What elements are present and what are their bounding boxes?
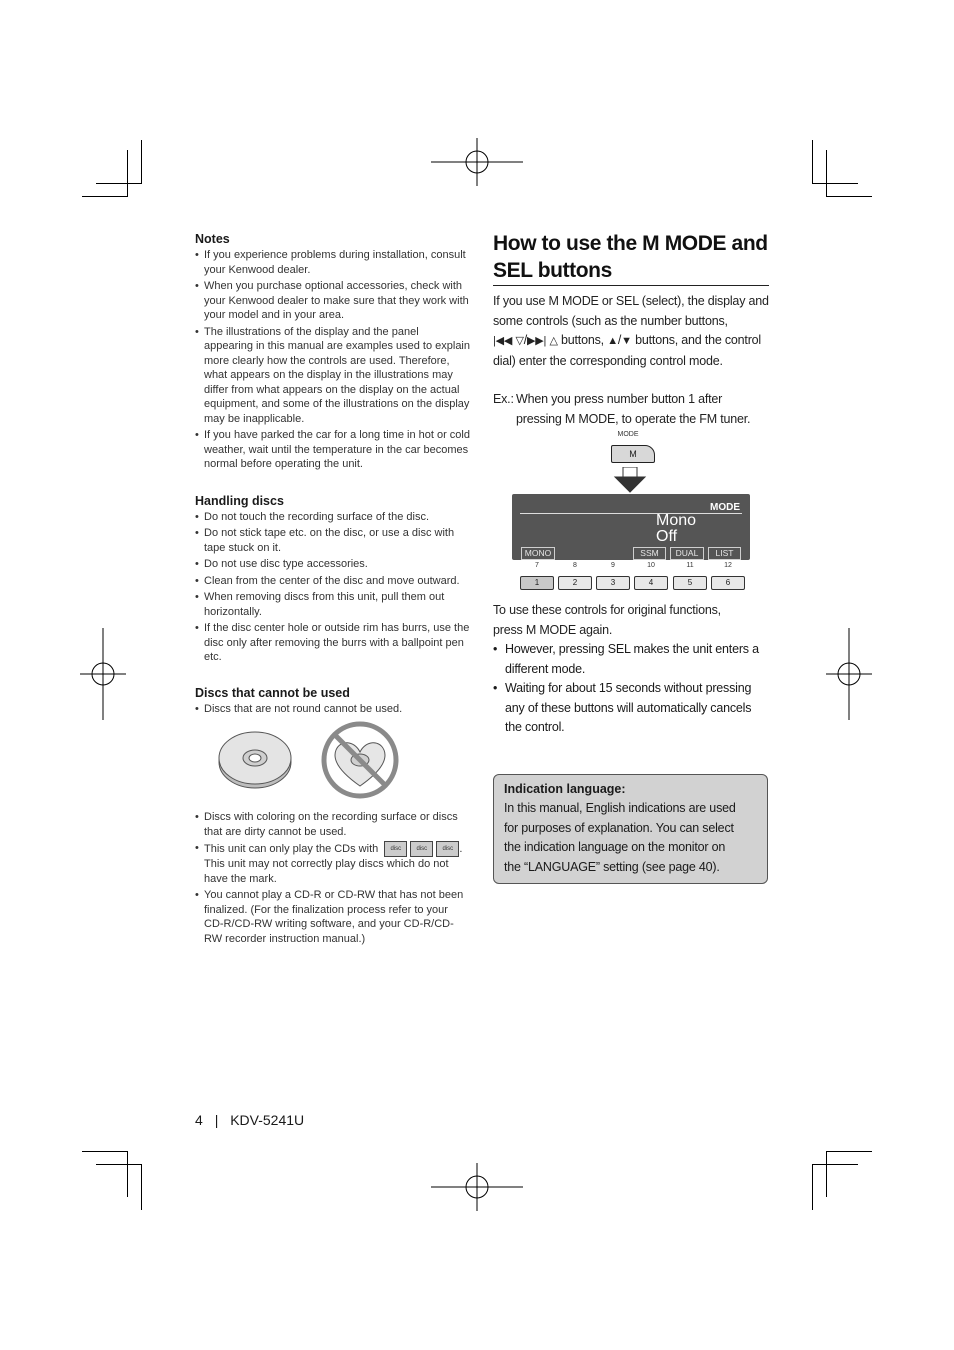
preset-number: 11 — [686, 562, 694, 569]
indication-text: In this manual, English indications are used for purposes of explanation. You can select the indication language on the monitor on the “LANGUAGE” setting (see page 40). — [504, 801, 736, 874]
next-skip-icon: ▶▶| — [527, 335, 547, 347]
mode-small-label: MODE — [617, 431, 639, 438]
handling-title: Handling discs — [195, 493, 284, 508]
list-item: • Clean from the center of the disc and move outward. — [195, 574, 470, 589]
crop-mark — [826, 150, 827, 196]
list-item-text: This unit can only play the CDs with — [204, 842, 379, 855]
crop-mark — [82, 1151, 128, 1152]
list-item: • Discs that are not round cannot be used. — [195, 702, 470, 717]
after-illustration-text — [493, 601, 769, 738]
list-item: • Do not use disc type accessories. — [195, 557, 470, 572]
crop-mark — [82, 196, 128, 197]
cannot-title: Discs that cannot be used — [195, 685, 350, 700]
compact-disc-logo — [436, 841, 459, 857]
number-button-2[interactable]: 2 — [558, 576, 592, 590]
cannot-list-1 — [195, 702, 470, 717]
preset-number: 9 — [611, 562, 615, 569]
heart-disc-prohibited-icon — [320, 720, 400, 800]
lcd-tab-ssm: SSM — [633, 547, 666, 560]
m-button-label: M — [629, 449, 637, 459]
list-item: • You cannot play a CD-R or CD-RW that has not been finalized. (For the finalization process refer to your CD-R/CD-RW writing software, and your CD-R/CD-RW recorder instruction manual.) — [195, 888, 470, 946]
page-footer — [195, 1112, 304, 1128]
list-item: • The illustrations of the display and the panel appearing in this manual are examples used to explain more clearly how the controls are used. Therefore, what appears on the display in the illustrations may differ from what appears on the display on the actual equipment, and some of the illustrations on the display may be inapplicable. — [195, 325, 470, 427]
notes-list — [195, 248, 470, 472]
separator: / — [617, 333, 622, 347]
heading-rule — [493, 285, 769, 286]
page-number: 4 — [195, 1112, 203, 1128]
registration-mark-top — [431, 138, 523, 186]
registration-mark-left — [80, 628, 126, 720]
chevron-down-icon: ▽ — [515, 335, 524, 347]
number-button-6[interactable]: 6 — [711, 576, 745, 590]
prev-skip-icon: |◀◀ — [493, 335, 513, 347]
list-item: • However, pressing SEL makes the unit enters a different mode. — [493, 640, 769, 679]
intro-paragraph — [493, 292, 769, 371]
crop-mark — [812, 140, 813, 184]
lcd-tab-dual: DUAL — [670, 547, 704, 560]
lcd-tab-list: LIST — [708, 547, 741, 560]
number-button-3[interactable]: 3 — [596, 576, 630, 590]
triangle-up-icon: ▲ — [607, 335, 618, 347]
preset-number: 7 — [535, 562, 539, 569]
crop-mark — [141, 1164, 142, 1210]
list-item — [195, 841, 470, 886]
separator: / — [523, 333, 528, 347]
crop-mark — [826, 196, 872, 197]
crop-mark — [96, 1164, 142, 1165]
number-button-1[interactable]: 1 — [520, 576, 554, 590]
intro-text: buttons, and the control dial) enter the corresponding control mode. — [493, 333, 761, 368]
disc-illustrations — [195, 718, 470, 810]
number-button-4[interactable]: 4 — [634, 576, 668, 590]
model-name: KDV-5241U — [230, 1112, 305, 1128]
cannot-list-2 — [195, 810, 470, 946]
footer-separator: | — [214, 1112, 219, 1128]
number-button-5[interactable]: 5 — [673, 576, 707, 590]
crop-mark — [812, 1164, 813, 1210]
crop-mark — [826, 1151, 827, 1197]
logo-text: disc — [416, 846, 428, 852]
list-item: • Do not touch the recording surface of the disc. — [195, 510, 470, 525]
preset-number: 12 — [724, 562, 732, 569]
chevron-up-icon: △ — [549, 335, 558, 347]
crop-mark — [96, 183, 142, 184]
lcd-line-1: Mono — [656, 512, 697, 529]
compact-disc-logo — [410, 841, 433, 857]
crop-mark — [812, 1164, 858, 1165]
lcd-divider — [520, 513, 742, 514]
intro-text: If you use M MODE or SEL (select), the display and some controls (such as the number buttons, — [493, 294, 769, 328]
example-label: Ex.: — [493, 392, 514, 406]
crop-mark — [826, 1151, 872, 1152]
arrow-down-icon — [613, 467, 647, 493]
list-item: • If you experience problems during installation, consult your Kenwood dealer. — [195, 248, 470, 277]
intro-text: buttons, — [561, 333, 604, 347]
lcd-line-2: Off — [656, 528, 678, 545]
mode-bullets — [493, 640, 769, 738]
list-item: • If you have parked the car for a long time in hot or cold weather, wait until the temperature in the car becomes normal before operating the unit. — [195, 428, 470, 472]
lcd-mode-label: MODE — [710, 502, 740, 513]
indication-title: Indication language: — [504, 782, 626, 796]
round-disc-icon — [217, 726, 297, 790]
list-item-text: . This unit may not correctly play discs which do not have the mark. — [204, 842, 463, 885]
handling-list — [195, 510, 470, 665]
example-paragraph — [493, 390, 769, 429]
crop-mark — [812, 183, 858, 184]
section-heading: How to use the M MODE and SEL buttons — [493, 232, 768, 282]
list-item: • When you purchase optional accessories, check with your Kenwood dealer to make sure that they work with your model and in your area. — [195, 279, 470, 323]
notes-title: Notes — [195, 232, 230, 246]
list-item: • When removing discs from this unit, pull them out horizontally. — [195, 590, 470, 619]
crop-mark — [127, 1151, 128, 1197]
registration-mark-right — [826, 628, 872, 720]
m-mode-button[interactable] — [611, 445, 655, 463]
preset-number: 8 — [573, 562, 577, 569]
indication-language-box — [493, 774, 768, 884]
lcd-tab-mono: MONO — [521, 547, 555, 560]
return-paragraph: To use these controls for original functions, press M MODE again. — [493, 603, 721, 637]
list-item: • Do not stick tape etc. on the disc, or use a disc with tape stuck on it. — [195, 526, 470, 555]
triangle-down-icon: ▼ — [621, 335, 632, 347]
logo-text: disc — [442, 846, 454, 852]
example-text: When you press number button 1 after pressing M MODE, to operate the FM tuner. — [516, 392, 751, 426]
registration-mark-bottom — [431, 1163, 523, 1211]
logo-text: disc — [390, 846, 402, 852]
list-item: • Discs with coloring on the recording surface or discs that are dirty cannot be used. — [195, 810, 470, 839]
crop-mark — [127, 150, 128, 196]
list-item: • Waiting for about 15 seconds without pressing any of these buttons will automatically cancels the control. — [493, 679, 769, 738]
left-column — [195, 232, 470, 948]
right-column — [493, 230, 769, 429]
preset-number: 10 — [647, 562, 655, 569]
list-item: • If the disc center hole or outside rim has burrs, use the disc only after removing the burrs with a ballpoint pen etc. — [195, 621, 470, 665]
crop-mark — [141, 140, 142, 184]
compact-disc-logo — [384, 841, 407, 857]
